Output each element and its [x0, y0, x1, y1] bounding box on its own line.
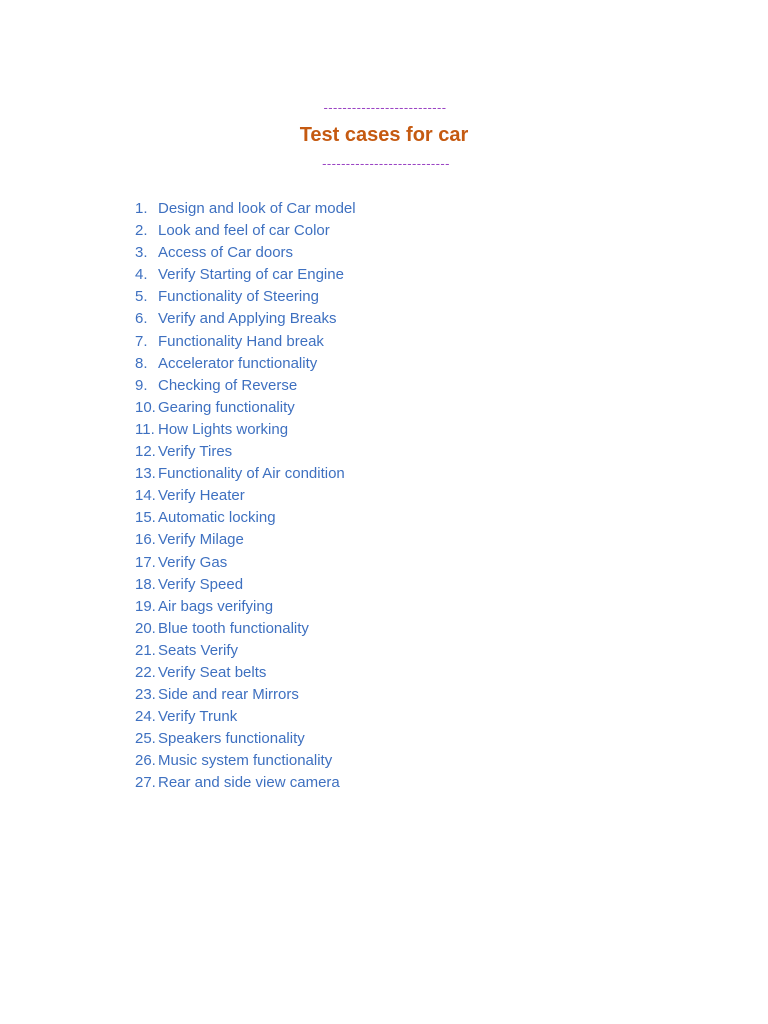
- top-divider: --------------------------: [323, 100, 447, 115]
- item-number: 13.: [135, 465, 156, 483]
- item-label: Verify Seat belts: [158, 663, 267, 681]
- item-label: How Lights working: [158, 420, 289, 438]
- item-number: 14.: [135, 487, 156, 505]
- item-label: Gearing functionality: [158, 398, 295, 416]
- item-label: Look and feel of car Color: [158, 222, 330, 240]
- list-item: [135, 308, 356, 330]
- item-label: Verify Starting of car Engine: [158, 266, 344, 284]
- list-item: [135, 618, 356, 640]
- list-item: [135, 574, 356, 596]
- list-item: [135, 397, 356, 419]
- item-label: Automatic locking: [158, 509, 276, 527]
- list-item: [135, 706, 356, 728]
- item-number: 19.: [135, 597, 156, 615]
- item-number: 17.: [135, 553, 156, 571]
- item-number: 15.: [135, 509, 156, 527]
- list-item: [135, 772, 356, 794]
- list-item: [135, 242, 356, 264]
- item-label: Accelerator functionality: [158, 354, 318, 372]
- list-item: [135, 662, 356, 684]
- item-number: 6.: [135, 310, 148, 328]
- list-item: [135, 264, 356, 286]
- item-number: 4.: [135, 266, 148, 284]
- item-number: 23.: [135, 686, 156, 704]
- item-label: Access of Car doors: [158, 244, 294, 262]
- item-label: Verify Gas: [158, 553, 228, 571]
- item-number: 8.: [135, 354, 148, 372]
- item-label: Verify Trunk: [158, 708, 238, 726]
- item-number: 22.: [135, 663, 156, 681]
- list-item: [135, 640, 356, 662]
- item-number: 27.: [135, 774, 156, 792]
- item-label: Functionality of Air condition: [158, 465, 345, 483]
- item-label: Seats Verify: [158, 641, 239, 659]
- item-label: Verify and Applying Breaks: [158, 310, 337, 328]
- list-item: [135, 728, 356, 750]
- item-label: Music system functionality: [158, 752, 333, 770]
- list-item: [135, 485, 356, 507]
- item-label: Air bags verifying: [158, 597, 274, 615]
- item-label: Functionality of Steering: [158, 288, 319, 306]
- item-number: 2.: [135, 222, 148, 240]
- item-number: 1.: [135, 200, 148, 217]
- list-item: [135, 220, 356, 242]
- test-case-list: [135, 198, 356, 795]
- item-label: Verify Speed: [158, 575, 244, 593]
- list-item: [135, 684, 356, 706]
- list-item: [135, 596, 356, 618]
- item-number: 20.: [135, 619, 156, 637]
- list-item: [135, 529, 356, 551]
- item-number: 11.: [135, 420, 155, 438]
- item-label: Rear and side view camera: [158, 774, 340, 792]
- item-label: Blue tooth functionality: [158, 619, 309, 637]
- item-label: Functionality Hand break: [158, 332, 324, 350]
- item-number: 5.: [135, 288, 148, 306]
- item-number: 9.: [135, 376, 148, 394]
- list-item: [135, 375, 356, 397]
- item-number: 25.: [135, 730, 156, 748]
- list-item: [135, 286, 356, 308]
- item-number: 16.: [135, 531, 156, 549]
- page-title: Test cases for car: [299, 124, 469, 146]
- item-label: Verify Tires: [158, 443, 233, 461]
- list-item: [135, 419, 356, 441]
- item-label: Verify Milage: [158, 531, 244, 549]
- item-label: Checking of Reverse: [158, 376, 298, 394]
- list-item: [135, 507, 356, 529]
- item-number: 7.: [135, 332, 148, 350]
- item-number: 24.: [135, 708, 156, 726]
- list-item: [135, 331, 356, 353]
- item-label: Design and look of Car model: [158, 200, 356, 217]
- item-label: Speakers functionality: [158, 730, 305, 748]
- item-label: Side and rear Mirrors: [158, 686, 299, 704]
- item-number: 26.: [135, 752, 156, 770]
- item-label: Verify Heater: [158, 487, 245, 505]
- item-number: 10.: [135, 398, 156, 416]
- bottom-divider: ---------------------------: [322, 156, 450, 171]
- list-item: [135, 463, 356, 485]
- item-number: 18.: [135, 575, 156, 593]
- list-item: [135, 198, 356, 220]
- list-item: [135, 353, 356, 375]
- list-item: [135, 441, 356, 463]
- item-number: 21.: [135, 641, 156, 659]
- item-number: 3.: [135, 244, 148, 262]
- item-number: 12.: [135, 443, 156, 461]
- list-item: [135, 750, 356, 772]
- list-item: [135, 552, 356, 574]
